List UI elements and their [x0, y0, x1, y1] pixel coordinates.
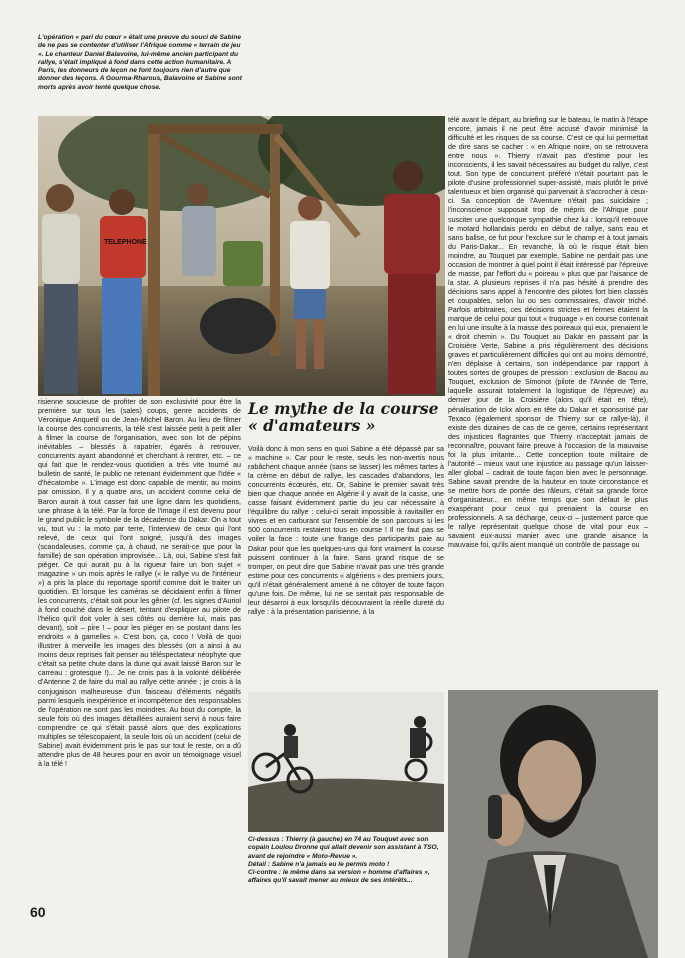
motorbike-photo — [248, 692, 444, 832]
shirt-text: TELEPHONE — [104, 239, 147, 246]
caption-text-above: : Thierry (à gauche) en 74 au Touquet avec son copain Loulou Dronne qui allait devenir son assistant à TSO, avant de rejoindre « Moto-Revue ». — [248, 836, 439, 860]
column-right: télé avant le départ, au briefing sur le bateau, le matin à l'étape encore, jamais il ne peut être accusé d'avoir minimisé la difficulté et les risques de sa course. C'est ce qui lui permettait de dire sans se cacher : « en Afrique noire, on se retrouvera entre nous ». Thierry n'avait pas d'estime pour les inconscients, il les savait nécessaires au budget du rallye, c'est tout. Son type de concurrent préféré n'était pourtant pas le pilote d'usine professionnel super-assisté, mais plutôt le privé talentueux et bien organisé qui parvenait à s'accrocher à ceux-ci. Sa conception de l'Aventure n'était pas suicidaire ; l'inconscience supposait trop de mépris de l'Afrique pour susciter une quelconque sympathie chez lui : lorsqu'il retrouve le motard hollandais perdu en début de rallye, sans eau et sans balise, ce fut pour l'exclure sur le champ et à tout jamais du Paris-Dakar... En revanche, là où le risque était bien moindre, au Touquet par exemple, Sabine ne perdait pas une occasion de montrer à quel point il était intéressé par l'épreuve de masse, par l'effort du « poireau » plus que par l'aisance de la star. A plusieurs reprises il n'a pas hésité à prendre des décisions sans appel à l'encontre des pilotes fort bien classés et coupables, selon lui ou ses commissaires, d'avoir triché. Parfois arbitraires, ces décisions strictes et fermes étaient la marque de celui pour qui tout « truquage » en course contenait en lui une insulte à la masse des poireaux qui eux, prenaient le « droit chemin ». Du Touquet au Dakar en passant par la Croisière Verte, Sabine a pris régulièrement des décisions graves et particulièrement difficiles qui ont au moins démontré, n'en déplaise à certains, son indépendance par rapport à toutes sortes de groupes de pression : exclusion de Bacou au Touquet, exclusion de Simonot (pilote de l'Année de Terre, laquelle assurait totalement la logistique de l'épreuve) au dernier jour de la Croisière (alors qu'il était en tête), pénalisation de Ickx alors en tête du Dakar et sponsorisé par Texaco (également sponsor de Thierry sur ce rallye-là), il existe des dizaines de cas de ce genre, certains représentant des injustices flagrantes que Thierry n'acceptait jamais de reconnaître, pouvant faire preuve à l'occasion de la mauvaise foi la plus irritante... Cette conception toute militaire de l'autorité – mieux vaut une injustice au passage qu'un laisser-aller global – cadrait de toute façon bien avec le personnage. Sabine savait prendre de la hauteur en toute circonstance et se mettre hors de portée des râleurs, c'était sa grande force d'organisateur... en même temps que son défaut le plus exaspérant pour ceux qui prenaient la course en professionnels. A sa décharge, ceux-ci – justement parce que le rallye représentait quelque chose de vital pour eux – savaient eux-aussi manier avec une grande aisance la mauvaise foi, qu'ils aient manqué un contrôle de passage ou — [448, 116, 648, 550]
motorbike-photo-image — [248, 692, 444, 832]
page-number: 60 — [30, 904, 46, 920]
main-photo — [38, 116, 445, 396]
portrait-photo-image — [448, 690, 658, 958]
heading-text: Le mythe de la course « d'amateurs » — [248, 399, 439, 435]
portrait-photo — [448, 690, 658, 958]
bottom-caption — [248, 836, 444, 896]
main-photo-image — [38, 116, 445, 396]
column-middle: Voilà donc à mon sens en quoi Sabine a été dépassé par sa « machine ». Car pour le reste, seuls les non-avertis nous rabâchent chaque année (sans se lasser) les mêmes tartes à la crème en début de rallye, les cascades d'abandons, les concurrents écœurés, etc. Or, Sabine le premier savait très bien que chaque année en Algérie il y avait de la casse, une casse faisant évidemment partie du jeu car nécessaire à l'équilibre du rallye : celui-ci serait impossible à ravitailler en vivres et en carburant sur l'ensemble de son parcours si les 500 concurrents restaient tous en course ! Il ne faut pas se voiler la face : toute une frange des participants paie au Dakar pour que les quelques-uns qui font vraiment la course puissent continuer à la faire. Sans grand risque de se tromper, on peut dire que Sabine n'avait pas une très grande estime pour ces concurrents « algériens » des premiers jours, qu'il n'était généralement amené à ne côtoyer de toute façon qu'une fois. De même, lui ne se sentait pas responsable de leur désarroi à eux lorsqu'ils découvraient la réelle dureté du rallye : à la présentation parisienne, à la — [248, 445, 444, 616]
caption-label-detail: Détail — [248, 860, 266, 868]
caption-label-opposite: Ci-contre — [248, 869, 277, 877]
section-heading — [248, 400, 444, 440]
top-caption: L'opération « pari du cœur » était une preuve du souci de Sabine de ne pas se contenter d'utiliser l'Afrique comme « terrain de jeu ». Le chanteur Daniel Balavoine, lui-même ancien participant du rallye, s'était impliqué à fond dans cette action humanitaire. A Paris, les donneurs de leçon ne font toujours rien d'autre que donner des leçons. A Gourma-Rharous, Balavoine et Sabine sont morts après avoir tenté quelque chose. — [38, 34, 242, 91]
caption-label-above: Ci-dessus — [248, 836, 280, 843]
column-left: risienne soucieuse de profiter de son exclusivité pour être la première sur tous les (sales) coups, genre accidents de Véronique Anquetil ou de Jean-Michel Baron. Au lieu de filmer la course des concurrents, la télé s'est laissée petit à petit aller à filmer la course de l'organisation, avec son lot de pépins inévitables – blessés à rapatrier, égarés à retrouver, concurrents ayant abandonné et cherchant à rentrer, etc. – ce qui fait que le rendez-vous quotidien a très vite tourné au bulletin de santé, le public ne retenant évidemment que l'idée « d'hécatombe ». L'image est donc capable de mentir, au moins par omission. Il y a quatre ans, un accident comme celui de Baron aurait à tout casser fait une ligne dans les quotidiens, une phrase à la télé. Par la force de l'image il est devenu pour le grand public le symbole de la décadence du Dakar. On a tout vu, tout vu : la moto par terre, l'interview de ceux qui l'ont relevé, de ceux qui l'ont soigné, jusqu'à des images (scandaleuses, comme ça, à chaud, ne serait-ce que pour la famille) de son opération improvisée... Là, oui, Sabine s'est fait piéger. Ce qui aurait pu à la rigueur faire un bon sujet « magazine » un mois après le rallye (« le rallye vu de l'intérieur ») a pris la place du reportage sportif comme doit le traiter un quotidien. Et lorsque les caméras se décidaient enfin à filmer les concurrents, c'était soit pour les gêner (cf. les signes d'Auriol à fond couché dans le désert, tentant d'expliquer au pilote de l'hélico qu'il doit voler à ses côtés ou derrière lui, mais pas devant), soit – pire ! – pour les piéger en se postant dans les endroits « à gamelles ». C'est bon, ça, coco ! Voilà de quoi illustrer à merveille les images des blessés (on a ainsi à au moins deux reprises fait penser au téléspectateur néophyte que c'était sa petite chute dans la dune qui avait laissé Baron sur le carreau : grotesque !)... Je ne crois pas à la volonté délibérée d'Antenne 2 de faire du mal au rallye cette année ; je crois à la conjugaison malheureuse d'un faisceau d'éléments négatifs parmi lesquels inexpérience et incompétence des responsables de l'opération ne sont pas les moindres. Au bout du compte, la seule fois où des images détaillées auraient servi à nous faire comprendre ce qui s'était passé alors que des explications multiples se télescopaient, la seule fois où un accident (celui de Sabine) avait évidemment pris le pas sur tout le reste, on a dû attendre plus de 48 heures pour en avoir un témoignage visuel à la télé ! — [38, 398, 241, 768]
caption-text-detail: : Sabine n'a jamais eu le permis moto ! — [265, 860, 390, 868]
caption-text-opposite: : le même dans sa version « homme d'affaires », affaires qu'il savait mener au mieux de ses intérêts... — [248, 869, 430, 885]
